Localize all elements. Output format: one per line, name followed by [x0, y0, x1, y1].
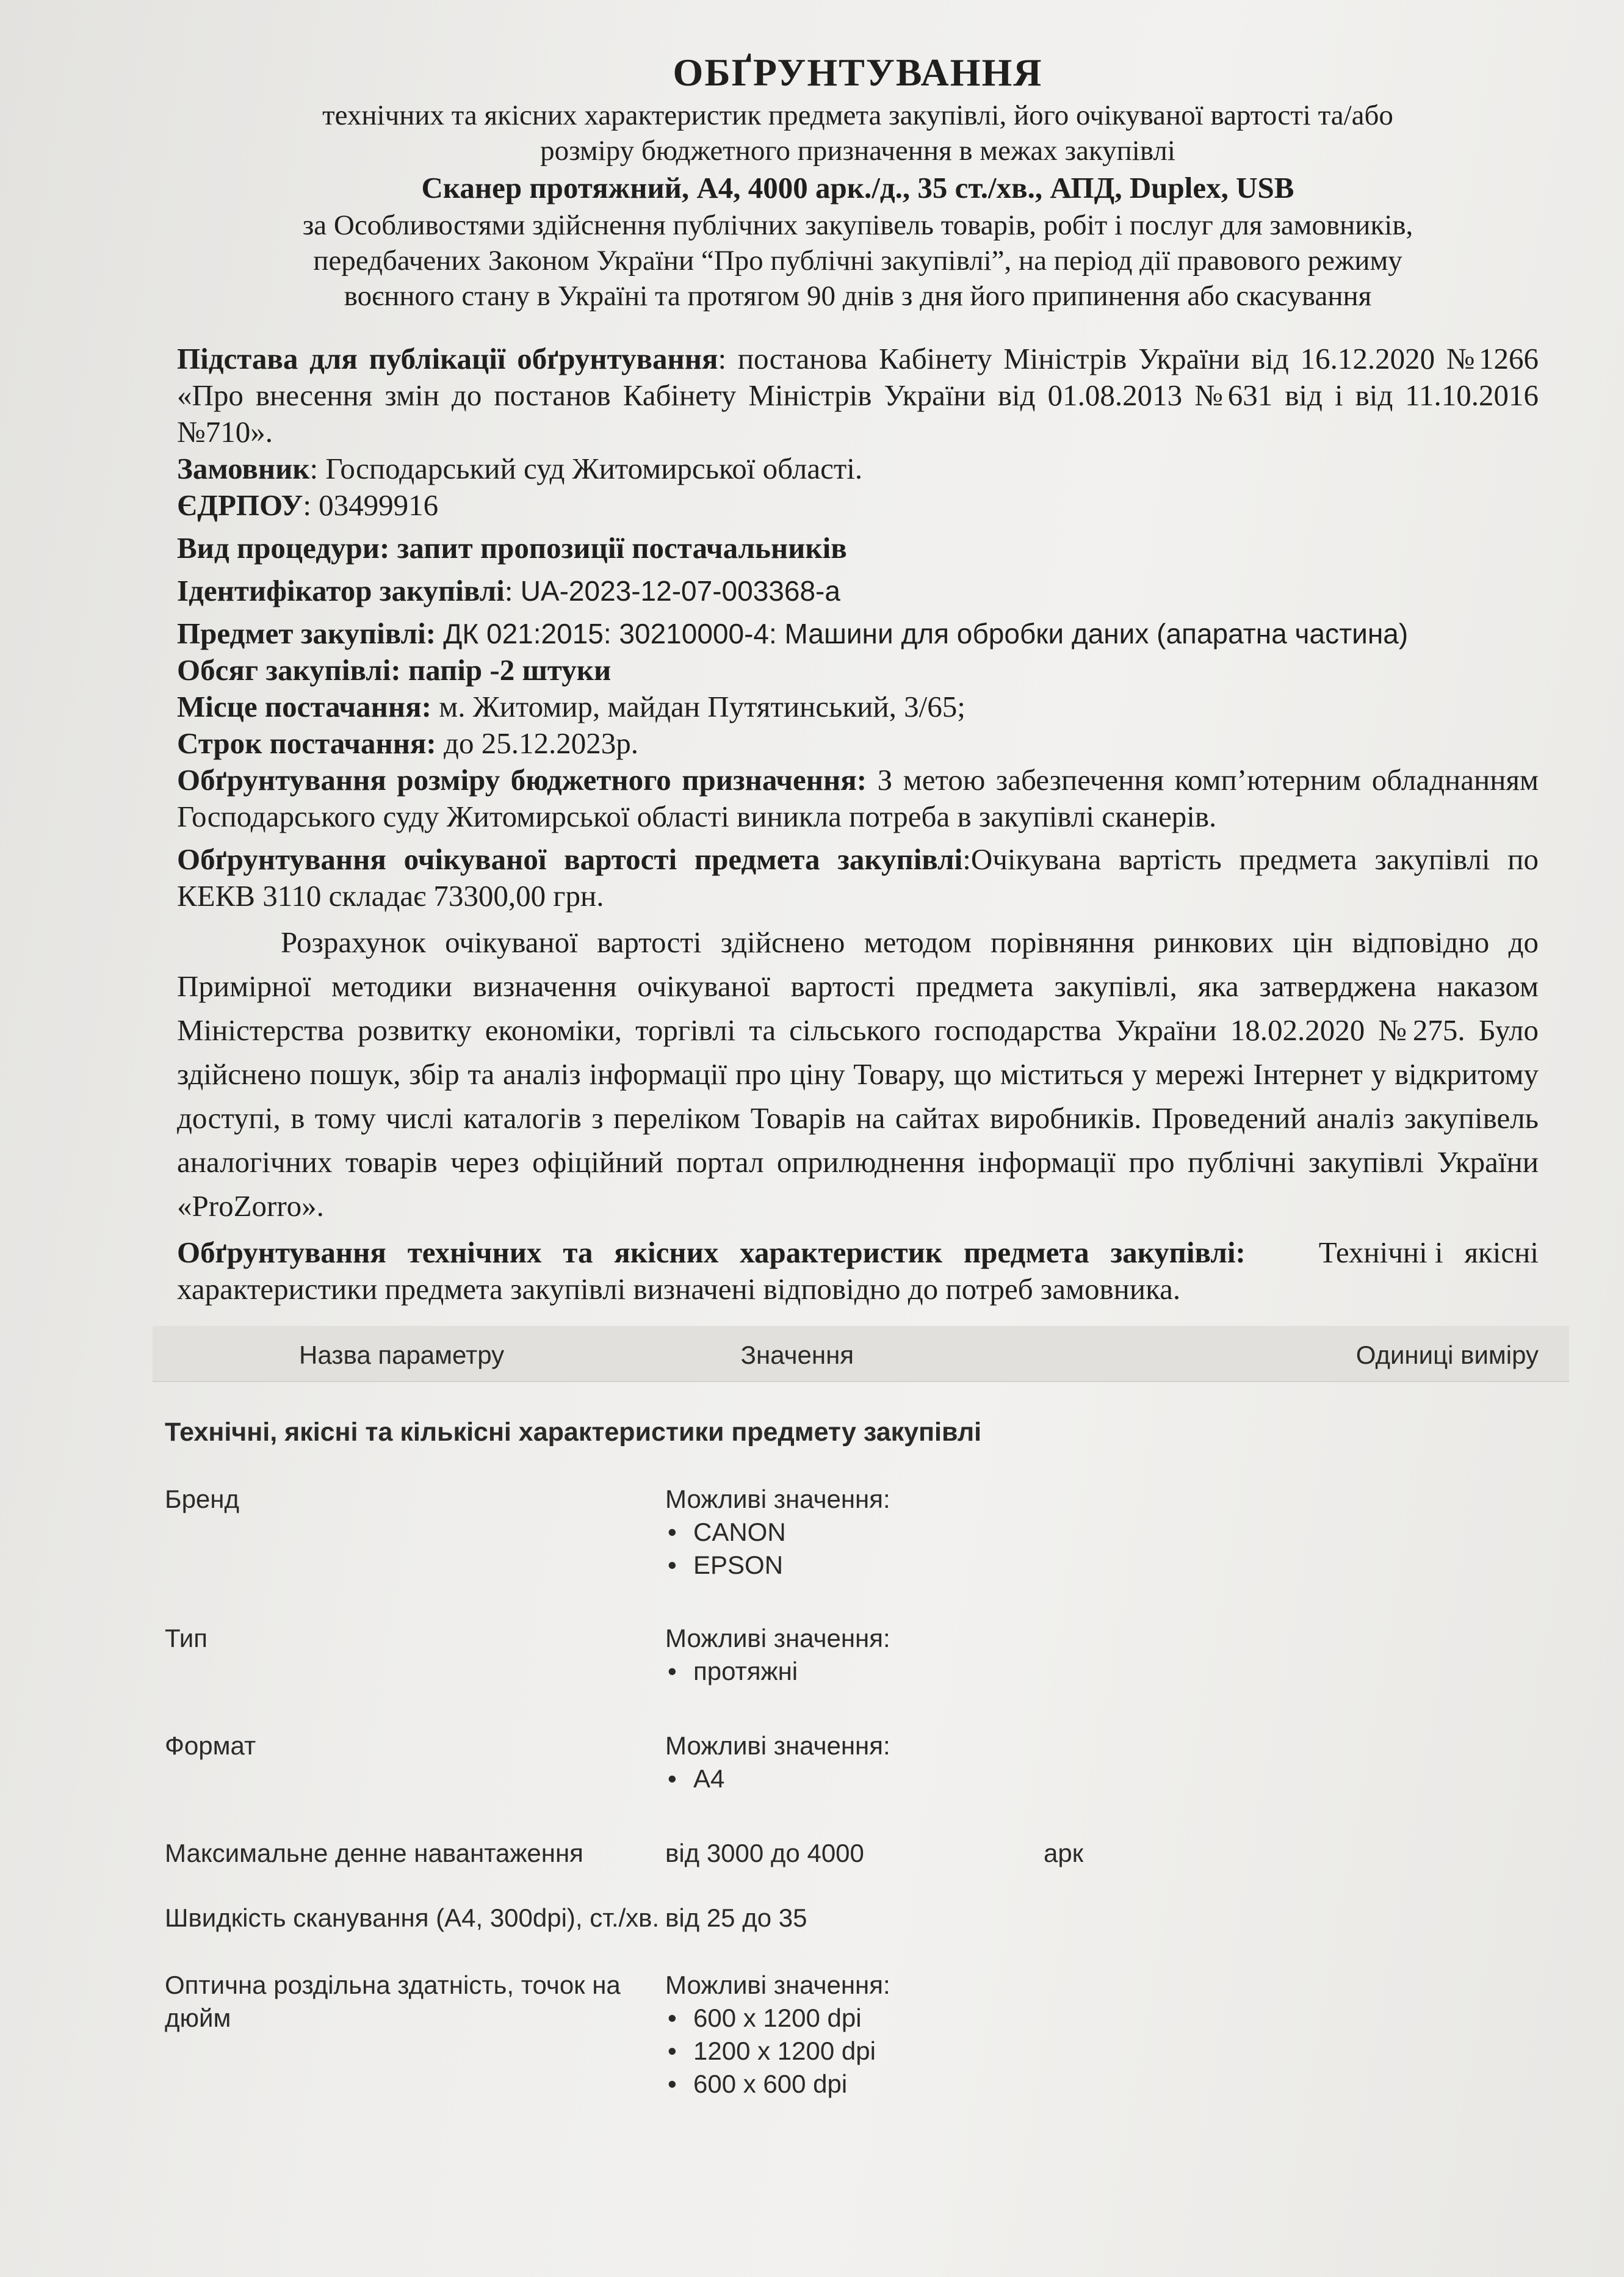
param-name: Тип [165, 1624, 208, 1653]
technical-value-tail: якісні характеристики предмета закупівлі визначені відповідно до потреб замовника. [177, 1236, 1539, 1306]
procedure-row [177, 530, 1539, 567]
customer-label: Замовник [177, 452, 310, 486]
header-parameter-name: Назва параметру [299, 1341, 505, 1370]
param-name: Бренд [165, 1485, 239, 1514]
publication-basis-label: Підстава для публікації обґрунтування [177, 342, 718, 376]
customer-value: : Господарський суд Житомирської області. [309, 452, 863, 486]
table-row [165, 1622, 1539, 1688]
document-title: ОБҐРУНТУВАННЯ [673, 51, 1043, 94]
budget-value: З метою забезпечення комп’ютерним обладнанням Господарського суду Житомирської області виникла потреба в закупівлі сканерів. [177, 763, 1539, 834]
basis-line-1: за Особливостями здійснення публічних закупівель товарів, робіт і послуг для замовників, [302, 209, 1413, 242]
table-row [165, 1902, 1539, 1935]
param-unit [1044, 1902, 1539, 1935]
delivery-place-value: м. Житомир, майдан Путятинський, 3/65; [439, 690, 965, 724]
table-section-title: Технічні, якісні та кількісні характеристики предмету закупівлі [165, 1417, 982, 1447]
volume-value: папір -2 штуки [408, 653, 612, 687]
table-row [165, 1837, 1539, 1870]
procurement-id-row: Ідентифікатор закупівлі: UA-2023-12-07-003368-a [177, 574, 840, 608]
edrpou-value: : 03499916 [303, 488, 439, 523]
volume-row [177, 652, 1539, 689]
values-title: Можливі значення: [665, 1971, 890, 2000]
publication-basis-value: : постанова Кабінету Міністрів України від 16.12.2020 №1266 «Про внесення змін до постанов Кабінету Міністрів України від 01.08.2013 №631 від і від 11.10.2016 №710». [177, 342, 1539, 449]
header-value: Значення [740, 1341, 854, 1370]
param-name: Оптична роздільна здатність, точок на дюйм [165, 1971, 621, 2033]
technical-value-head: Технічні і [1318, 1236, 1443, 1270]
publication-basis-row [177, 341, 1539, 451]
param-value [665, 1622, 1044, 1688]
table-row [165, 1969, 1539, 2101]
options-list [665, 1516, 1044, 1582]
param-name: Формат [165, 1731, 256, 1761]
header-unit: Одиниці виміру [1355, 1341, 1539, 1370]
edrpou-row [177, 487, 1539, 524]
param-value: від 25 до 35 [665, 1903, 807, 1933]
param-unit [1044, 1729, 1539, 1795]
param-value [665, 1969, 1044, 2101]
delivery-term-row [177, 725, 1539, 762]
option-item: • CANON [665, 1516, 1044, 1549]
param-unit [1044, 1969, 1539, 2101]
volume-label: Обсяг закупівлі: [177, 653, 401, 687]
budget-label: Обґрунтування розміру бюджетного призначення: [177, 763, 867, 797]
document-body [177, 341, 1539, 1308]
procedure-value: : запит пропозиції постачальників [380, 531, 847, 565]
calculation-paragraph: Розрахунок очікуваної вартості здійснено методом порівняння ринкових цін відповідно до Примірної методики визначення очікуваної вартості предмета закупівлі, яка затверджена наказом Міністерства розвитку економіки, торгівлі та сільського господарства України 18.02.2020 №275. Було здійснено пошук, збір та аналіз інформації про ціну Товару, що міститься у мережі Інтернет у відкритому доступі, в тому числі каталогів з переліком Товарів на сайтах виробників. Проведений аналіз закупівель аналогічних товарів через офіційний портал оприлюднення інформації про публічні закупівлі України «ProZorro». [177, 925, 1539, 1223]
delivery-term-label: Строк постачання: [177, 726, 436, 761]
subject-value: ДК 021:2015: 30210000-4: Машини для обробки даних (апаратна частина) [443, 618, 1409, 650]
delivery-term-value: до 25.12.2023р. [444, 726, 638, 761]
expected-cost-row [177, 841, 1539, 914]
customer-row [177, 451, 1539, 487]
basis-line-2: передбачених Законом України “Про публічні закупівлі”, на період дії правового режиму [313, 245, 1402, 277]
options-list [665, 1762, 1044, 1795]
table-row [165, 1483, 1539, 1582]
delivery-place-row [177, 689, 1539, 725]
param-unit [1044, 1483, 1539, 1582]
table-row [165, 1729, 1539, 1795]
values-title: Можливі значення: [665, 1624, 890, 1653]
option-item: • 600 x 600 dpi [665, 2068, 1044, 2101]
procurement-subject-heading: Сканер протяжний, А4, 4000 арк./д., 35 ст./хв., АПД, Duplex, USB [421, 171, 1294, 205]
procedure-label: Вид процедури [177, 531, 380, 565]
param-value: від 3000 до 4000 [665, 1839, 864, 1868]
param-name: Швидкість сканування (А4, 300dpi), ст./хв. [165, 1903, 660, 1933]
param-unit [1044, 1622, 1539, 1688]
options-list [665, 1655, 1044, 1688]
values-title: Можливі значення: [665, 1731, 890, 1761]
option-item: • EPSON [665, 1549, 1044, 1582]
table-header [153, 1326, 1569, 1382]
option-item: • 600 x 1200 dpi [665, 2002, 1044, 2035]
subject-row [177, 615, 1539, 652]
expected-cost-value: :Очікувана вартість предмета закупівлі по КЕКВ 3110 складає 73300,00 грн. [177, 842, 1539, 913]
delivery-place-label: Місце постачання: [177, 690, 431, 724]
technical-row [177, 1234, 1539, 1308]
subtitle-line-2: розміру бюджетного призначення в межах закупівлі [540, 135, 1175, 167]
procurement-id-value: UA-2023-12-07-003368-a [520, 575, 840, 607]
expected-cost-label: Обґрунтування очікуваної вартості предмета закупівлі [177, 842, 963, 877]
param-value [665, 1483, 1044, 1582]
characteristics-table [165, 1326, 1539, 2101]
options-list [665, 2002, 1044, 2101]
procurement-id-label: Ідентифікатор закупівлі [177, 574, 505, 608]
param-value [665, 1729, 1044, 1795]
param-name: Максимальне денне навантаження [165, 1839, 583, 1868]
option-item: • протяжні [665, 1655, 1044, 1688]
technical-label: Обґрунтування технічних та якісних характеристик предмета закупівлі: [177, 1236, 1246, 1270]
subject-label: Предмет закупівлі: [177, 617, 436, 651]
subtitle-line-1: технічних та якісних характеристик предмета закупівлі, його очікуваної вартості та/або [322, 100, 1393, 132]
option-item: • А4 [665, 1762, 1044, 1795]
basis-line-3: воєнного стану в Україні та протягом 90 днів з дня його припинення або скасування [344, 280, 1372, 313]
edrpou-label: ЄДРПОУ [177, 488, 303, 523]
option-item: • 1200 x 1200 dpi [665, 2035, 1044, 2068]
values-title: Можливі значення: [665, 1485, 890, 1514]
param-unit: арк [1044, 1839, 1084, 1868]
budget-row [177, 762, 1539, 835]
